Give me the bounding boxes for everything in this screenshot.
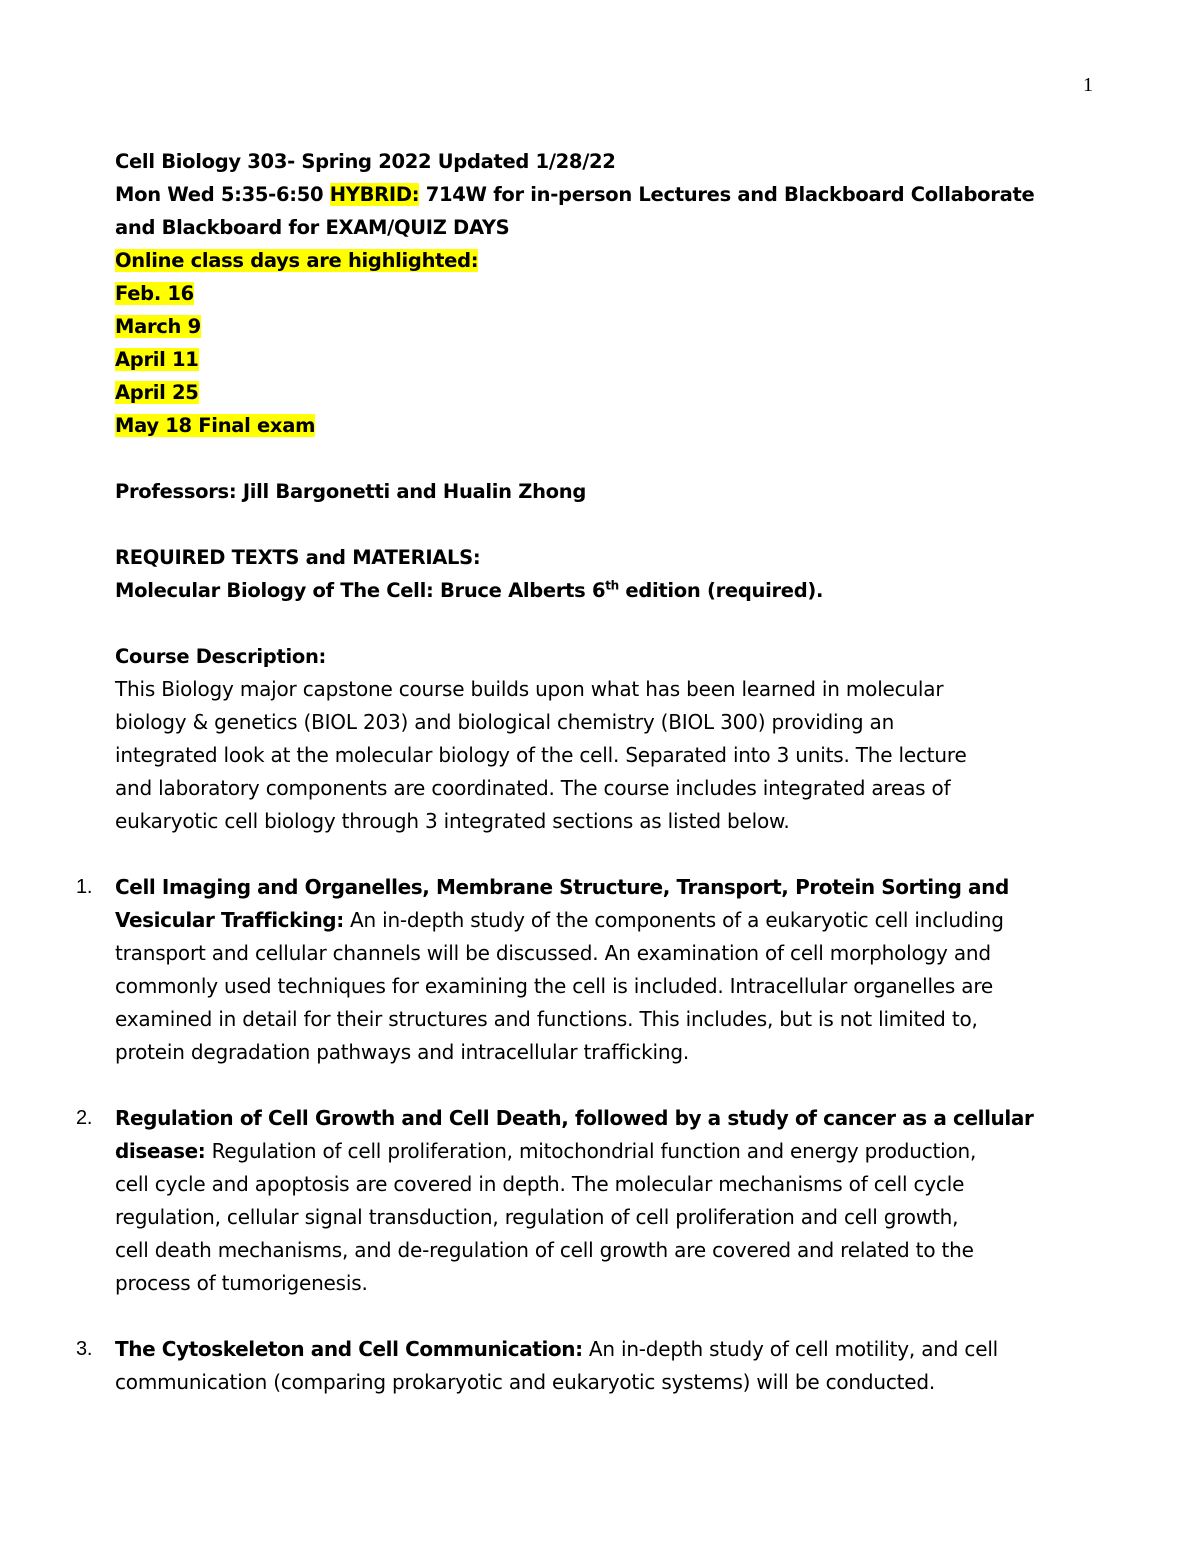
online-day: April 11 xyxy=(115,348,199,371)
online-day: March 9 xyxy=(115,315,201,338)
professors: Professors: Jill Bargonetti and Hualin Zhong xyxy=(115,480,586,503)
list-number: 3. xyxy=(76,1338,93,1360)
list-item: 1. Cell Imaging and Organelles, Membrane Structure, Transport, Protein Sorting and Vesicular Trafficking: An in-depth study of the components of a eukaryotic cell including transport and cellular channels will be discussed. An examination of cell morphology and commonly used techniques for examining the cell is included. Intracellular organelles are examined in detail for their structures and functions. This includes, but is not limited to, protein degradation pathways and intracellular trafficking. xyxy=(115,871,1115,1069)
course-description xyxy=(115,640,1115,838)
schedule-suffix: 714W for in-person Lectures and Blackboard Collaborate xyxy=(419,183,1035,206)
course-sections-list xyxy=(76,871,1115,1399)
document-body xyxy=(76,145,1115,1399)
course-title: Cell Biology 303- Spring 2022 Updated 1/28/22 xyxy=(115,150,616,173)
online-day-final-exam: May 18 Final exam xyxy=(115,414,316,437)
description-heading: Course Description: xyxy=(115,645,327,668)
required-materials xyxy=(115,541,1115,607)
list-number: 2. xyxy=(76,1107,93,1129)
list-number: 1. xyxy=(76,876,93,898)
page-number: 1 xyxy=(1083,74,1093,96)
schedule-line xyxy=(115,178,1115,211)
schedule-prefix: Mon Wed 5:35-6:50 xyxy=(115,183,330,206)
online-day: April 25 xyxy=(115,381,199,404)
course-header xyxy=(115,145,1115,442)
required-textbook: Molecular Biology of The Cell: Bruce Alberts 6th edition (required). xyxy=(115,578,824,602)
hybrid-highlight: HYBRID: xyxy=(329,183,420,206)
materials-heading: REQUIRED TEXTS and MATERIALS: xyxy=(115,546,481,569)
description-paragraph: This Biology major capstone course builds upon what has been learned in molecular biology & genetics (BIOL 203) and biological chemistry (BIOL 300) providing an integrated look at the molecular biology of the cell. Separated into 3 units. The lecture and laboratory components are coordinated. The course includes integrated areas of eukaryotic cell biology through 3 integrated sections as listed below. xyxy=(115,677,967,833)
online-days-heading: Online class days are highlighted: xyxy=(115,249,479,272)
list-item: 3. The Cytoskeleton and Cell Communication: An in-depth study of cell motility, and cell communication (comparing prokaryotic and eukaryotic systems) will be conducted. xyxy=(115,1333,1115,1399)
online-day: Feb. 16 xyxy=(115,282,194,305)
list-item: 2. Regulation of Cell Growth and Cell Death, followed by a study of cancer as a cellular disease: Regulation of cell proliferation, mitochondrial function and energy production, cell cycle and apoptosis are covered in depth. The molecular mechanisms of cell cycle regulation, cellular signal transduction, regulation of cell proliferation and cell growth, cell death mechanisms, and de-regulation of cell growth are covered and related to the process of tumorigenesis. xyxy=(115,1102,1115,1300)
schedule-line-2: and Blackboard for EXAM/QUIZ DAYS xyxy=(115,216,510,239)
